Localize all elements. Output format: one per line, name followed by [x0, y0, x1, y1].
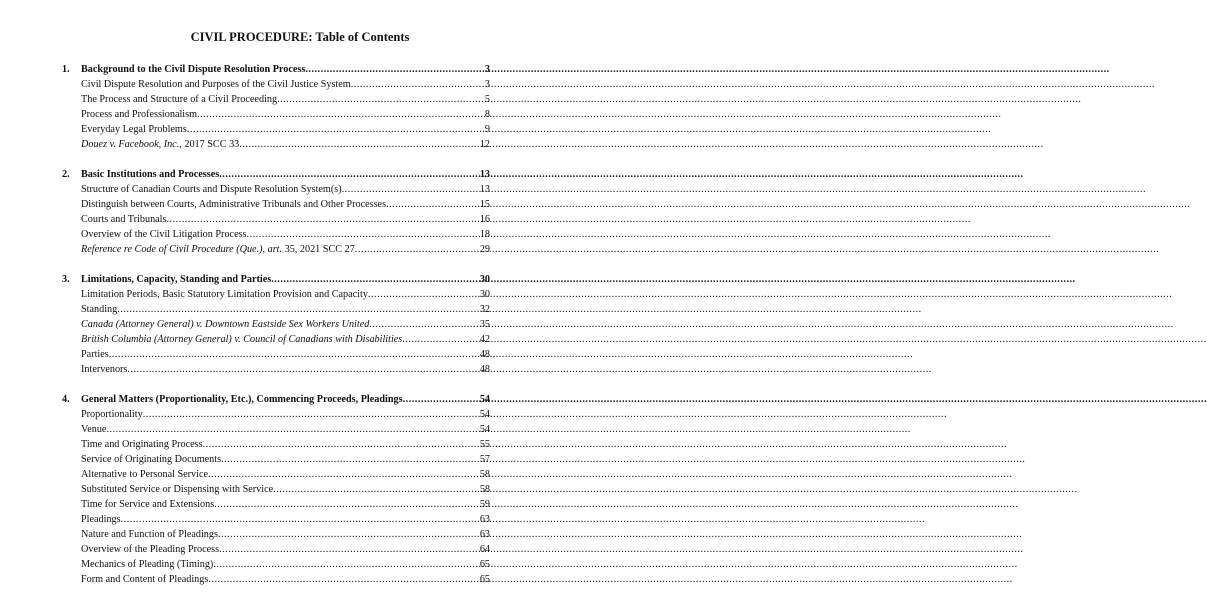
section-number: 3. [62, 274, 70, 285]
toc-entry[interactable] [62, 92, 490, 107]
entry-label: Nature and Function of Pleadings [81, 529, 218, 540]
entry-label: Mechanics of Pleading (Timing) [81, 559, 214, 570]
entry-label: Structure of Canadian Courts and Dispute Resolution System(s) [81, 184, 342, 195]
page-number: 63 [479, 529, 490, 540]
entry-label: Alternative to Personal Service [81, 469, 209, 480]
page-number: 65 [479, 574, 490, 585]
page-number: 65 [479, 559, 490, 570]
page-number: 59 [479, 499, 490, 510]
page-number: 13 [479, 184, 490, 195]
toc-entry[interactable] [62, 287, 490, 302]
section-title: Limitations, Capacity, Standing and Parties [81, 274, 272, 285]
entry-label: Venue [81, 424, 107, 435]
page-number: 3 [484, 79, 490, 90]
toc-section-3 [62, 272, 490, 377]
section-number: 1. [62, 64, 70, 75]
page-number: 42 [479, 334, 490, 345]
dot-leader [121, 512, 480, 527]
entry-label: Standing [81, 304, 118, 315]
dot-leader [305, 62, 485, 77]
dot-leader [402, 332, 480, 347]
toc-entry[interactable] [62, 347, 490, 362]
page-number: 29 [479, 244, 490, 255]
entry-label: Intervenors [81, 364, 128, 375]
page-number: 15 [479, 199, 490, 210]
dot-leader [369, 317, 479, 332]
toc-section-4 [62, 392, 490, 587]
entry-label [81, 242, 355, 257]
entry-label: Time for Service and Extensions [81, 499, 215, 510]
page-number: 12 [479, 139, 490, 150]
entry-label: Parties [81, 349, 109, 360]
toc-entry[interactable] [62, 497, 490, 512]
toc-section-heading[interactable] [62, 272, 490, 287]
dot-leader [277, 92, 485, 107]
page-number: 55 [479, 439, 490, 450]
dot-leader [368, 287, 480, 302]
page-number: 48 [479, 364, 490, 375]
dot-leader [203, 437, 480, 452]
page-number: 54 [479, 424, 490, 435]
page-number: 63 [479, 514, 490, 525]
dot-leader [247, 227, 480, 242]
case-name: Reference re Code of Civil Procedure (Que.), art. [81, 244, 283, 255]
entry-label: Distinguish between Courts, Administrative Tribunals and Other Processes [81, 199, 387, 210]
dot-leader [218, 527, 480, 542]
table-of-contents [62, 62, 490, 602]
entry-label: Pleadings [81, 514, 121, 525]
page-number: 35 [479, 319, 490, 330]
entry-label: Proportionality [81, 409, 143, 420]
dot-leader [219, 167, 480, 182]
toc-section-heading[interactable] [62, 392, 490, 407]
entry-label: Form and Content of Pleadings [81, 574, 209, 585]
toc-entry[interactable] [62, 437, 490, 452]
page-number: 57 [479, 454, 490, 465]
document-page [0, 0, 600, 583]
toc-entry[interactable] [62, 212, 490, 227]
toc-entry[interactable] [62, 317, 490, 332]
section-title: Basic Institutions and Processes [81, 169, 220, 180]
page-number: 54 [479, 409, 490, 420]
entry-label: Process and Professionalism [81, 109, 198, 120]
page-number: 8 [484, 109, 490, 120]
document-title: CIVIL PROCEDURE: Table of Contents [190, 30, 410, 44]
entry-label: Overview of the Civil Litigation Process [81, 229, 247, 240]
toc-entry[interactable] [62, 122, 490, 137]
page-number: 18 [479, 229, 490, 240]
page-number: 32 [479, 304, 490, 315]
page-number: 30 [479, 274, 490, 285]
toc-entry[interactable] [62, 137, 490, 152]
dot-leader [127, 362, 479, 377]
toc-entry[interactable] [62, 422, 490, 437]
dot-leader [219, 542, 480, 557]
toc-entry[interactable] [62, 227, 490, 242]
toc-entry[interactable] [62, 512, 490, 527]
entry-label: Service of Originating Documents [81, 454, 222, 465]
case-name: Douez v. Facebook, Inc. [81, 139, 180, 150]
section-title: General Matters (Proportionality, Etc.), Commencing Proceeds, Pleadings [81, 394, 403, 405]
page-number: 58 [479, 469, 490, 480]
toc-section-2 [62, 167, 490, 257]
dot-leader [187, 122, 485, 137]
entry-label: The Process and Structure of a Civil Proceeding [81, 94, 278, 105]
dot-leader [273, 482, 480, 497]
page-number: 64 [479, 544, 490, 555]
entry-label: Substituted Service or Dispensing with Service [81, 484, 274, 495]
toc-entry[interactable] [62, 302, 490, 317]
toc-entry[interactable] [62, 197, 490, 212]
page-number: 48 [479, 349, 490, 360]
dot-leader [355, 242, 480, 257]
page-number: 16 [479, 214, 490, 225]
dot-leader [342, 182, 480, 197]
toc-entry[interactable] [62, 527, 490, 542]
page-number: 58 [479, 484, 490, 495]
page-number: 9 [484, 124, 490, 135]
dot-leader [208, 572, 479, 587]
toc-entry[interactable] [62, 557, 490, 572]
toc-entry[interactable] [62, 242, 490, 257]
dot-leader [239, 137, 480, 152]
dot-leader [214, 497, 480, 512]
entry-label: Everyday Legal Problems [81, 124, 187, 135]
toc-entry[interactable] [62, 77, 490, 92]
section-number: 4. [62, 394, 70, 405]
entry-label: Time and Originating Process [81, 439, 203, 450]
citation: 35, 2021 SCC 27 [282, 244, 355, 255]
dot-leader [106, 422, 479, 437]
dot-leader [197, 107, 485, 122]
dot-leader [208, 467, 480, 482]
toc-section-1 [62, 62, 490, 152]
entry-label: Civil Dispute Resolution and Purposes of the Civil Justice System [81, 79, 351, 90]
toc-entry[interactable] [62, 407, 490, 422]
dot-leader [117, 302, 480, 317]
toc-entry[interactable] [62, 467, 490, 482]
entry-label [81, 137, 239, 152]
dot-leader [351, 77, 485, 92]
dot-leader [166, 212, 479, 227]
page-number: 5 [484, 94, 490, 105]
page-number: 30 [479, 289, 490, 300]
toc-entry[interactable] [62, 107, 490, 122]
dot-leader [143, 407, 480, 422]
toc-section-heading[interactable] [62, 167, 490, 182]
citation: , 2017 SCC 33 [179, 139, 240, 150]
toc-entry[interactable] [62, 542, 490, 557]
page-number: 13 [479, 169, 490, 180]
page-number: 3 [484, 64, 490, 75]
toc-entry[interactable] [62, 362, 490, 377]
entry-label: Courts and Tribunals [81, 214, 167, 225]
entry-label: Overview of the Pleading Process [81, 544, 220, 555]
toc-entry[interactable] [62, 482, 490, 497]
dot-leader [213, 557, 479, 572]
dot-leader [386, 197, 480, 212]
dot-leader [109, 347, 480, 362]
toc-entry[interactable] [62, 332, 490, 347]
entry-label: Canada (Attorney General) v. Downtown Eastside Sex Workers United [81, 319, 370, 330]
entry-label: Limitation Periods, Basic Statutory Limitation Provision and Capacity [81, 289, 368, 300]
section-number: 2. [62, 169, 70, 180]
dot-leader [403, 392, 480, 407]
entry-label: British Columbia (Attorney General) v. Council of Canadians with Disabilities [81, 334, 403, 345]
toc-entry[interactable] [62, 182, 490, 197]
toc-entry[interactable] [62, 572, 490, 587]
page-number: 54 [479, 394, 490, 405]
dot-leader [271, 272, 480, 287]
toc-entry[interactable] [62, 452, 490, 467]
section-title: Background to the Civil Dispute Resolution Process [81, 64, 306, 75]
toc-section-heading[interactable] [62, 62, 490, 77]
dot-leader [221, 452, 480, 467]
